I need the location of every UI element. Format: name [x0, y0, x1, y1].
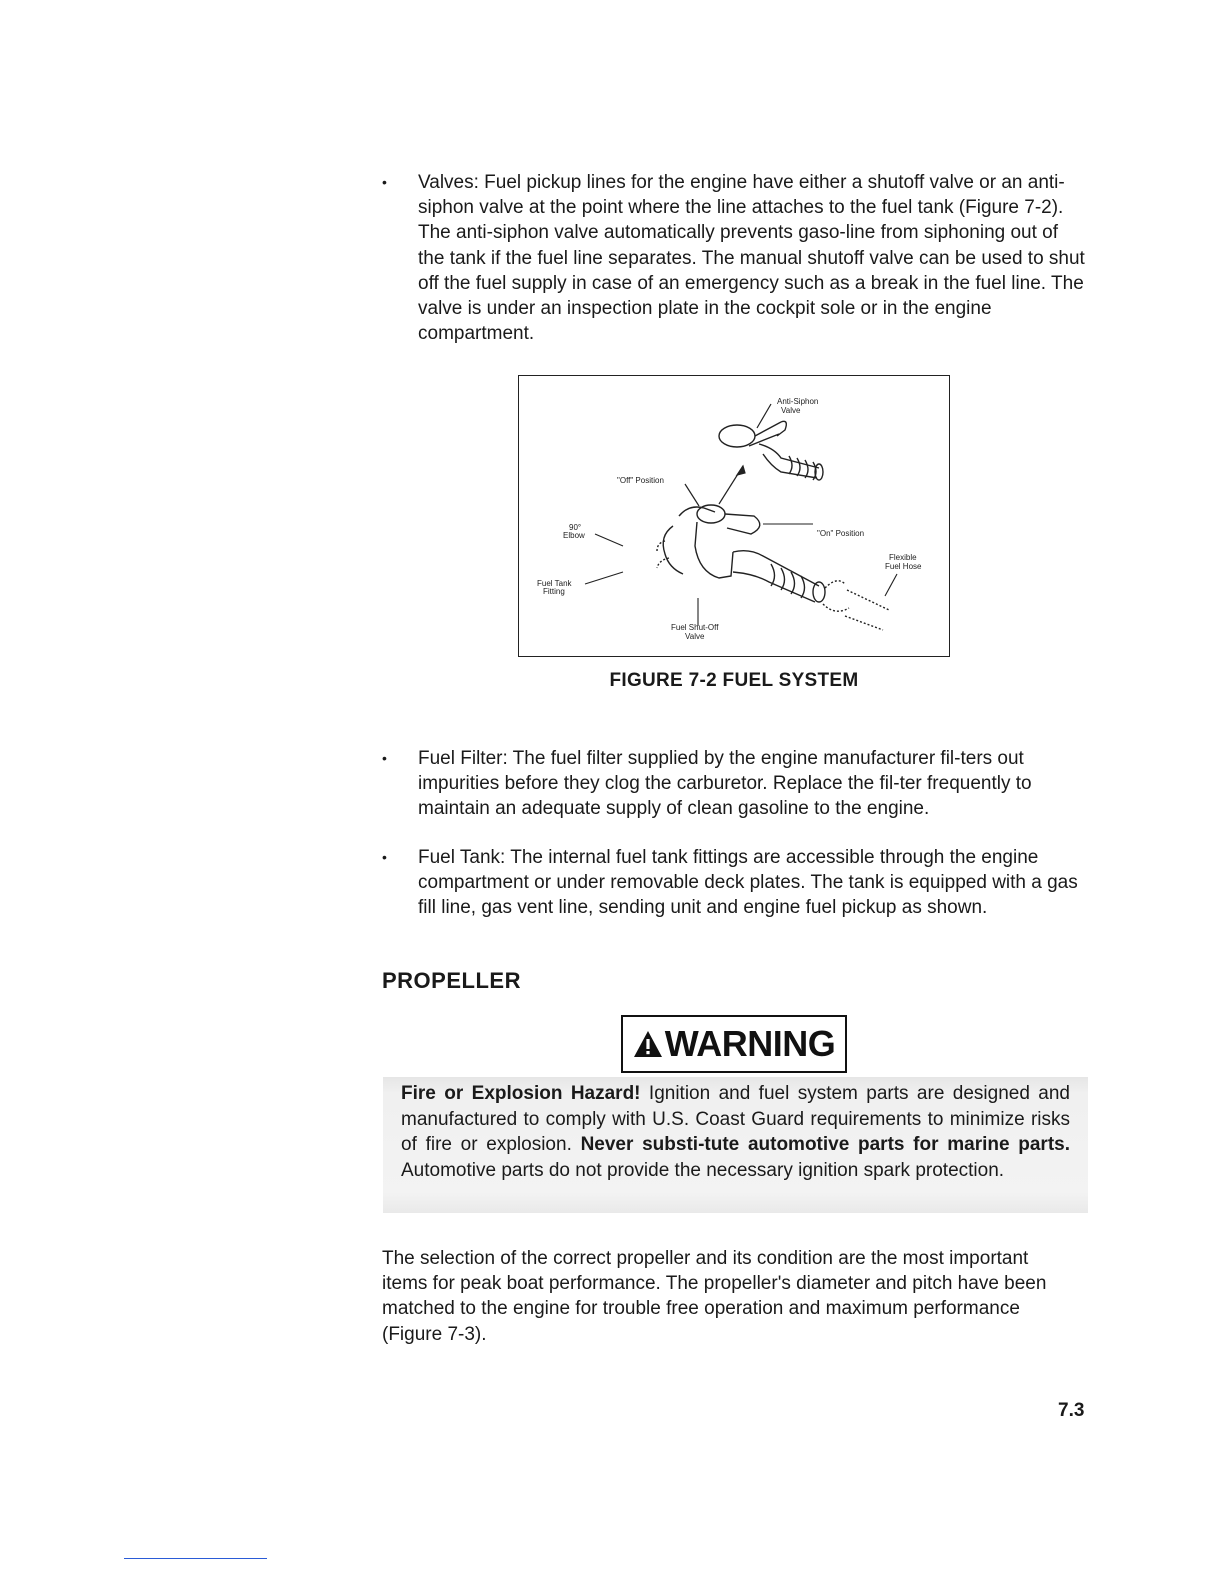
bullet-valves — [382, 170, 1087, 346]
label-tank-fitting-2: Fitting — [543, 587, 565, 596]
warning-body-1: Ignition and fuel system parts are designed and manufactured to comply with U.S. Coast Guard requirements to minimize risks of fire or explosion. — [401, 1083, 1070, 1155]
label-elbow: 90° — [569, 523, 582, 532]
label-elbow-2: Elbow — [563, 531, 585, 540]
bullet-marker: • — [382, 750, 387, 766]
label-flexible: Flexible — [889, 553, 917, 562]
fuel-system-figure — [518, 375, 950, 657]
bullet-marker: • — [382, 174, 387, 190]
warning-signal-box — [621, 1015, 847, 1073]
label-fuel-hose: Fuel Hose — [885, 562, 922, 571]
warning-body-2: Automotive parts do not provide the necessary ignition spark protection. — [401, 1159, 1005, 1181]
warning-text — [401, 1081, 1070, 1183]
warning-emphasis: Never substi-tute automotive parts for marine parts. — [580, 1134, 1070, 1155]
warning-panel — [383, 1077, 1088, 1213]
label-anti-siphon-2: Valve — [781, 406, 801, 415]
warning-lead: Fire or Explosion Hazard! — [401, 1083, 641, 1104]
bullet-marker: • — [382, 849, 387, 865]
label-on-position: "On" Position — [817, 529, 865, 538]
footnote-rule — [124, 1558, 267, 1559]
label-anti-siphon: Anti-Siphon — [777, 397, 819, 406]
label-off-position: "Off" Position — [617, 476, 664, 485]
bullet-fuel-filter — [382, 746, 1087, 822]
fuel-system-diagram — [519, 376, 951, 658]
warning-signal-word: WARNING — [664, 1023, 836, 1064]
anti-siphon-valve-drawing — [719, 421, 823, 480]
figure-caption: FIGURE 7-2 FUEL SYSTEM — [609, 670, 859, 691]
warning-triangle-icon — [633, 1030, 663, 1058]
section-heading: PROPELLER — [382, 968, 521, 993]
label-shutoff-valve: Fuel Shut-Off — [671, 623, 719, 632]
propeller-paragraph: The selection of the correct propeller and its condition are the most important items for peak boat performance. The propeller's diameter and pitch have been matched to the engine for trouble free operation and maximum performance (Figure 7-3). — [382, 1248, 1047, 1345]
bullet-fuel-tank — [382, 845, 1087, 921]
label-tank-fitting: Fuel Tank — [537, 579, 572, 588]
page-number: 7.3 — [1058, 1400, 1085, 1421]
bullet-text: Fuel Tank: The internal fuel tank fittings are accessible through the engine compartment or under removable deck plates. The tank is equipped with a gas fill line, gas vent line, sending unit and engine fuel pickup as shown. — [418, 847, 1078, 919]
label-shutoff-valve-2: Valve — [685, 632, 705, 641]
bullet-text: Valves: Fuel pickup lines for the engine have either a shutoff valve or an anti-siphon valve at the point where the line attaches to the fuel tank (Figure 7-2). The anti-siphon valve automatically prevents gaso-line from siphoning out of the tank if the fuel line separates. The manual shutoff valve can be used to shut off the fuel supply in case of an emergency such as a break in the fuel line. The valve is under an inspection plate in the cockpit sole or in the engine compartment. — [418, 172, 1085, 345]
bullet-text: Fuel Filter: The fuel filter supplied by the engine manufacturer fil-ters out impurities before they clog the carburetor. Replace the fil-ter frequently to maintain an adequate supply of clean gasoline to the engine. — [418, 748, 1032, 820]
